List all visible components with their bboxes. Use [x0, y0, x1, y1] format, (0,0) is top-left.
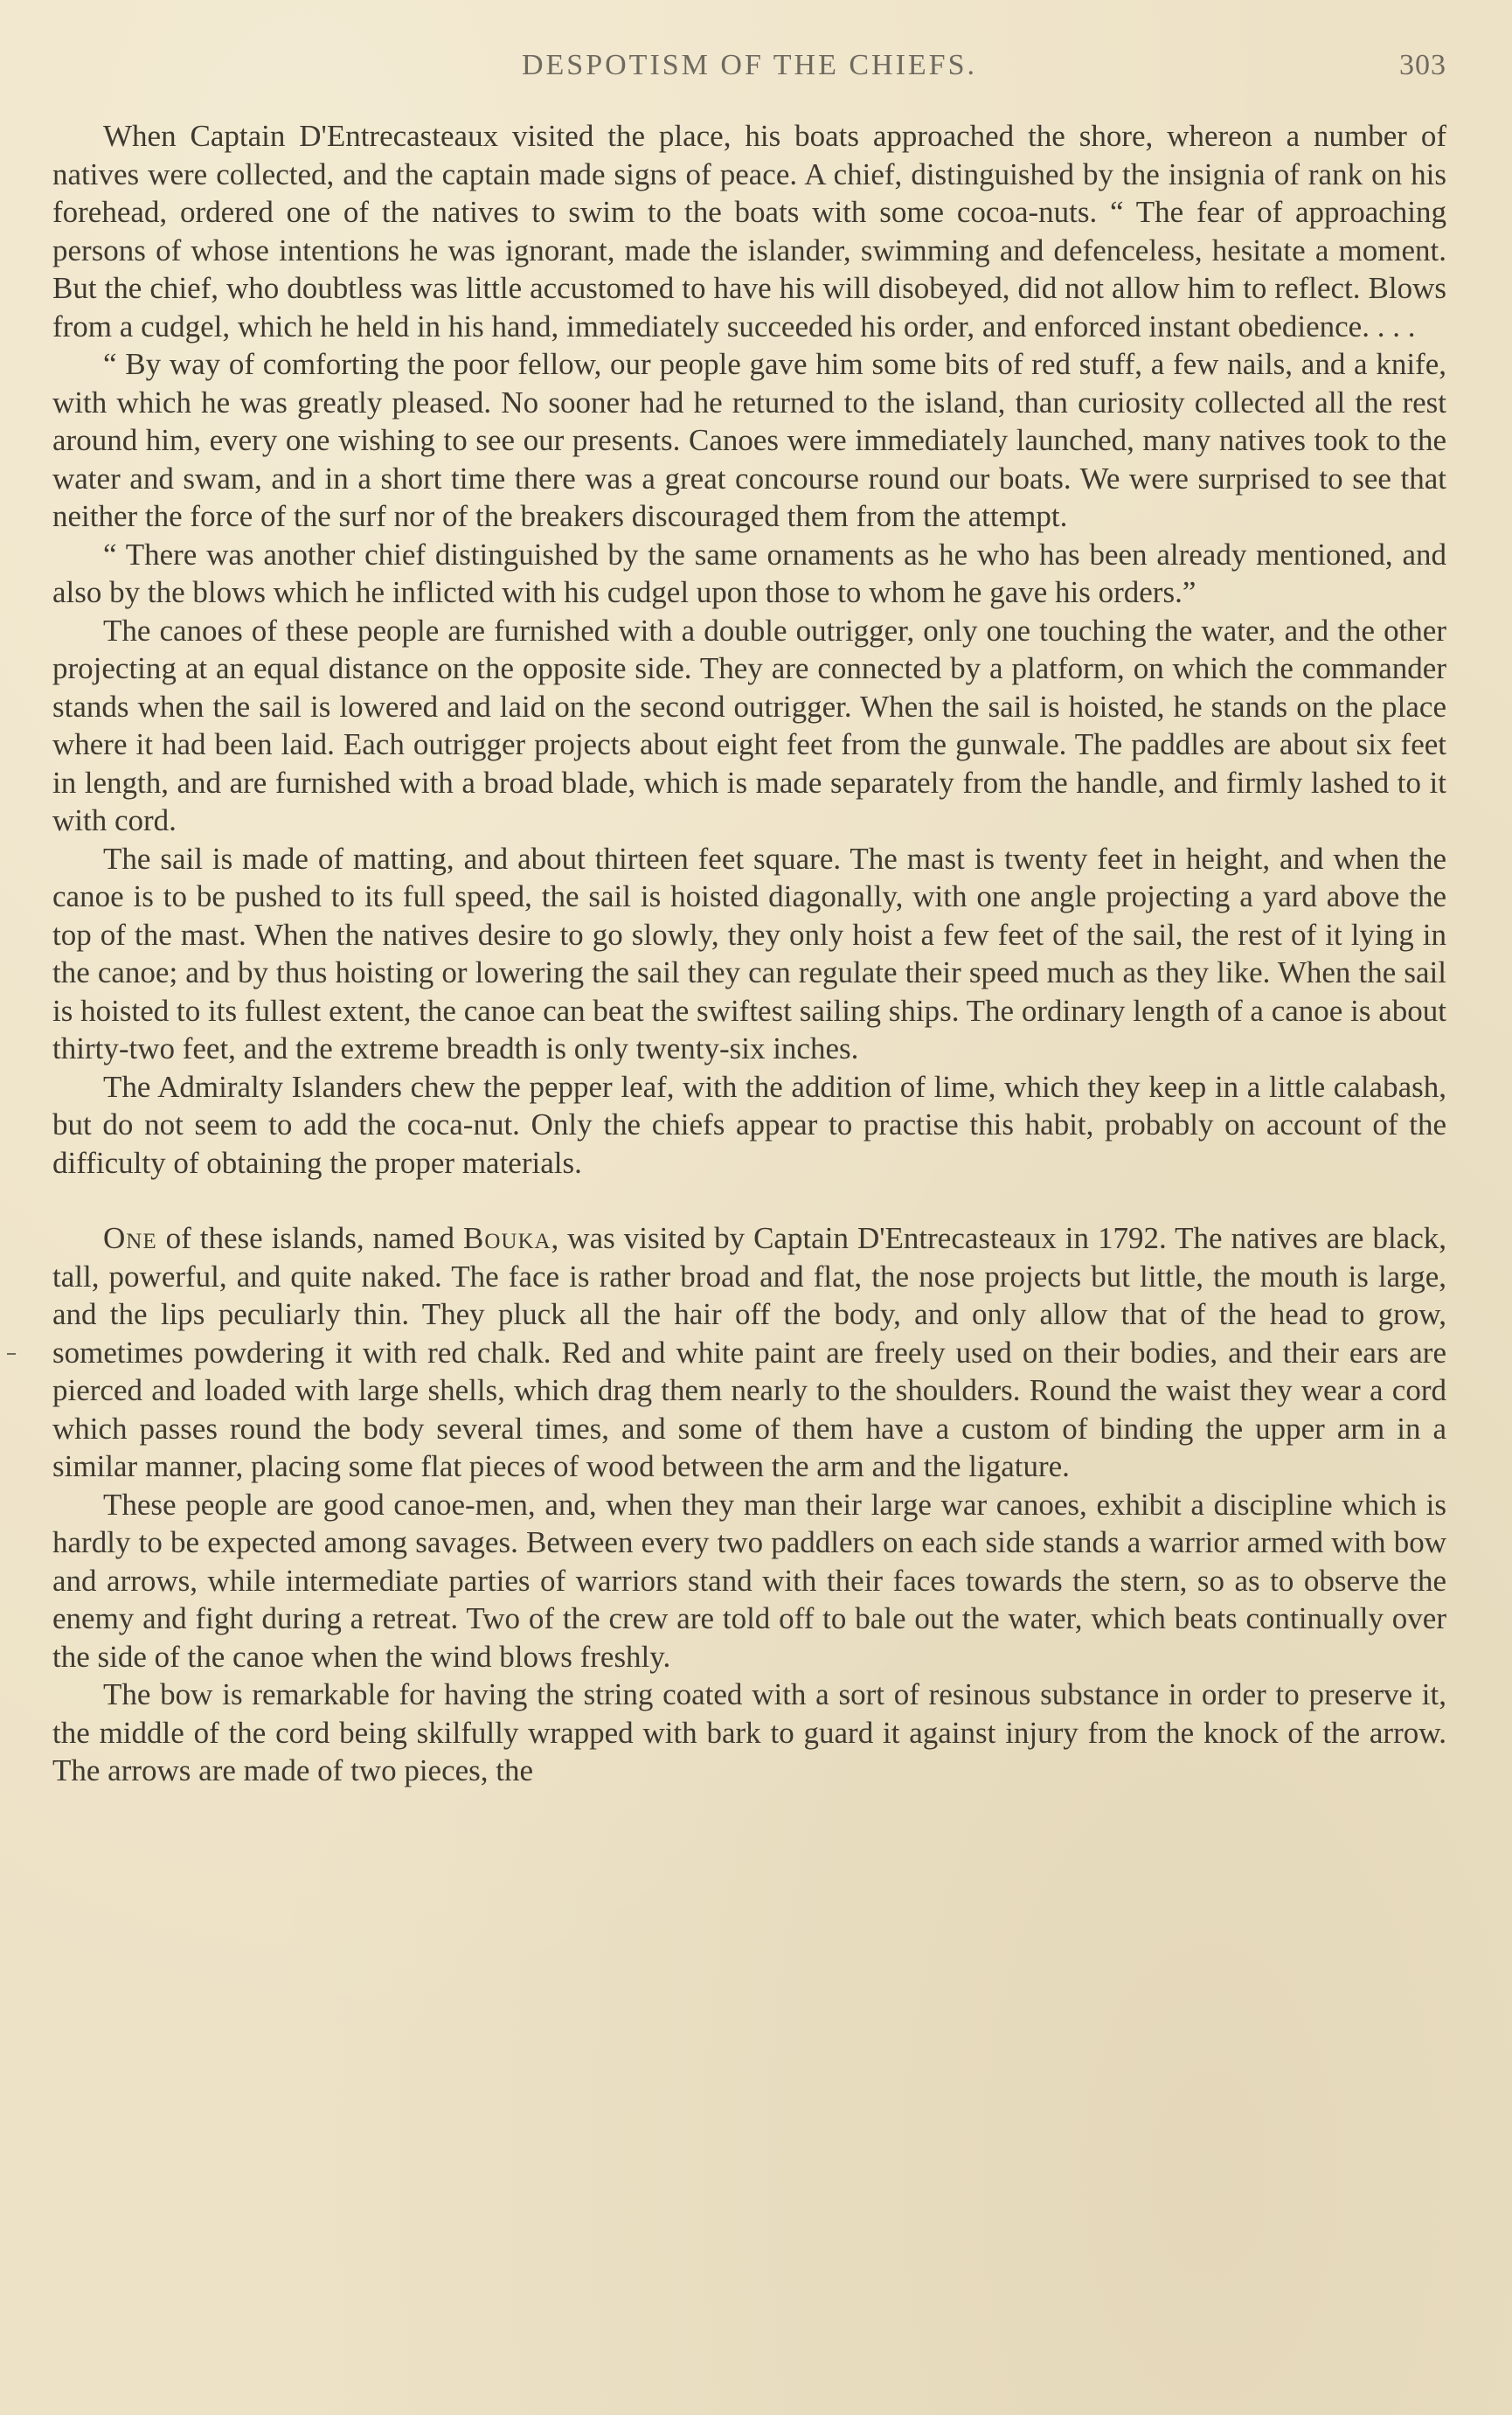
paragraph: The Admiralty Islanders chew the pepper leaf, with the addition of lime, which they keep in a little calabash, but do not seem to add the coca-nut. Only the chiefs appear to practise this habit, probably on account of the difficulty of obtaining the proper materials. [52, 1069, 1446, 1180]
paragraph: The canoes of these people are furnished with a double outrigger, only one touching the water, and the other projecting at an equal distance on the opposite side. They are connected by a platform, on which the commander stands when the sail is lowered and laid on the second outrigger. When the sail is hoisted, he stands on the place where it had been laid. Each outrigger projects about eight feet from the gunwale. The paddles are about six feet in length, and are furnished with a broad blade, which is made separately from the handle, and firmly lashed to it with cord. [52, 613, 1446, 837]
paragraph: The sail is made of matting, and about thirteen feet square. The mast is twenty feet in height, and when the canoe is to be pushed to its full speed, the sail is hoisted diagonally, with one angle projecting a yard above the top of the mast. When the natives desire to go slowly, they only hoist a few feet of the sail, the rest of it lying in the canoe; and by thus hoisting or lowering the sail they can regulate their speed much as they like. When the sail is hoisted to its fullest extent, the canoe can beat the swiftest sailing ships. The ordinary length of a canoe is about thirty-two feet, and the extreme breadth is only twenty-six inches. [52, 841, 1446, 1065]
paragraph: When Captain D'Entrecasteaux visited the place, his boats approached the shore, whereon a number of natives were collected, and the captain made signs of peace. A chief, distinguished by the insignia of rank on his forehead, ordered one of the natives to swim to the boats with some cocoa-nuts. “ The fear of approaching persons of whose intentions he was ignorant, made the islander, swimming and defenceless, hesitate a moment. But the chief, who doubtless was little accustomed to have his will disobeyed, did not allow him to reflect. Blows from a cudgel, which he held in his hand, immediately succeeded his order, and enforced instant obedience. . . . [52, 119, 1446, 344]
running-title: DESPOTISM OF THE CHIEFS. [521, 49, 977, 81]
body-text [52, 117, 1446, 1790]
section-text: of these islands, named [156, 1221, 463, 1255]
paragraph: “ There was another chief distinguished by the same ornaments as he who has been already mentioned, and also by the blows which he inflicted with his cudgel upon those to whom he gave his orders.” [52, 537, 1446, 609]
section-text: , was visited by Captain D'Entrecasteaux in 1792. The natives are black, tall, powerful, and quite naked. The face is rather broad and flat, the nose projects but little, the mouth is large, and the lips peculiarly thin. They pluck all the hair off the body, and only allow that of the head to grow, sometimes powdering it with red chalk. Red and white paint are freely used on their bodies, and their ears are pierced and loaded with large shells, which drag them nearly to the shoulders. Round the waist they wear a cord which passes round the body several times, and some of them have a custom of binding the upper arm in a similar manner, placing some flat pieces of wood between the arm and the ligature. [52, 1221, 1446, 1483]
page-number: 303 [1399, 49, 1446, 81]
running-head [52, 44, 1446, 93]
paragraph: “ By way of comforting the poor fellow, our people gave him some bits of red stuff, a few nails, and a knife, with which he was greatly pleased. No sooner had he returned to the island, than curiosity collected all the rest around him, every one wishing to see our presents. Canoes were immediately launched, many natives took to the water and swam, and in a short time there was a great concourse round our boats. We were surprised to see that neither the force of the surf nor of the breakers discouraged them from the attempt. [52, 347, 1446, 533]
section-lead-word: One [103, 1221, 157, 1255]
paragraph: These people are good canoe-men, and, when they man their large war canoes, exhibit a discipline which is hardly to be expected among savages. Between every two paddlers on each side stands a warrior armed with bow and arrows, while intermediate parties of warriors stand with their faces towards the stern, so as to observe the enemy and fight during a retreat. Two of the crew are told off to bale out the water, which beats continually over the side of the canoe when the wind blows freshly. [52, 1487, 1446, 1674]
margin-mark [7, 1353, 16, 1355]
island-name: Bouka [462, 1221, 551, 1255]
paragraph: The bow is remarkable for having the string coated with a sort of resinous substance in order to preserve it, the middle of the cord being skilfully wrapped with bark to guard it against injury from the knock of the arrow. The arrows are made of two pieces, the [52, 1677, 1446, 1787]
section-paragraph-bouka [52, 1219, 1446, 1486]
